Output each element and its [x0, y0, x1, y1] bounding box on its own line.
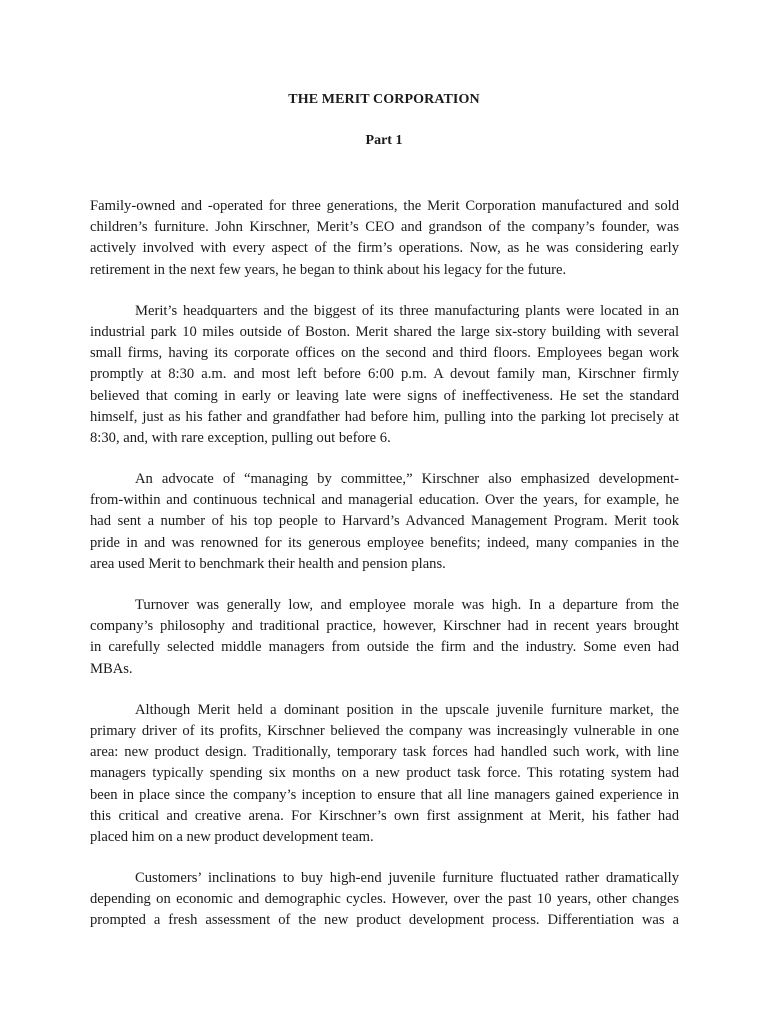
paragraph-line: this critical and creative arena. For Kirschner’s own first assignment at Merit, his father had: [90, 807, 679, 824]
paragraph: [90, 595, 679, 680]
paragraph: [90, 868, 679, 932]
paragraph-line: depending on economic and demographic cycles. However, over the past 10 years, other changes: [90, 891, 679, 908]
paragraph-line: Turnover was generally low, and employee morale was high. In a departure from the: [135, 597, 679, 613]
paragraph-line: area: new product design. Traditionally, temporary task forces had handled such work, with line: [90, 744, 679, 761]
paragraph-line: primary driver of its profits, Kirschner believed the company was increasingly vulnerable in one: [90, 722, 679, 739]
paragraph-line: actively involved with every aspect of the firm’s operations. Now, as he was considering early: [90, 240, 679, 257]
paragraph-line: Merit’s headquarters and the biggest of its three manufacturing plants were located in an: [135, 302, 679, 319]
paragraph-line: 8:30, and, with rare exception, pulling out before 6.: [90, 429, 391, 446]
document-title: THE MERIT CORPORATION: [288, 92, 480, 107]
paragraph-line: children’s furniture. John Kirschner, Merit’s CEO and grandson of the company’s founder, was: [90, 219, 679, 236]
paragraph-line: pride in and was renowned for its generous employee benefits; indeed, many companies in the: [90, 534, 679, 551]
paragraph-line: prompted a fresh assessment of the new product development process. Differentiation was a: [90, 912, 679, 929]
paragraph-line: small firms, having its corporate offices on the second and third floors. Employees began work: [90, 345, 679, 362]
paragraph-line: in carefully selected middle managers from outside the firm and the industry. Some even had: [90, 639, 679, 656]
paragraph-line: believed that coming in early or leaving late were signs of ineffectiveness. He set the standard: [90, 387, 679, 404]
paragraph-line: company’s philosophy and traditional practice, however, Kirschner had in recent years brought: [90, 618, 679, 635]
paragraph-line: promptly at 8:30 a.m. and most left before 6:00 p.m. A devout family man, Kirschner firmly: [90, 366, 679, 383]
paragraph-line: area used Merit to benchmark their health and pension plans.: [90, 555, 446, 572]
paragraph: [90, 469, 679, 575]
paragraph-line: industrial park 10 miles outside of Boston. Merit shared the large six-story building with several: [90, 323, 679, 340]
paragraph-line: placed him on a new product development team.: [90, 828, 374, 845]
paragraph-line: Family-owned and -operated for three generations, the Merit Corporation manufactured and sold: [90, 198, 679, 214]
part-heading: Part 1: [365, 133, 403, 148]
paragraph: [90, 301, 679, 449]
paragraph: [90, 700, 679, 848]
paragraph-line: MBAs.: [90, 660, 133, 677]
paragraph-line: managers typically spending six months on a new product task force. This rotating system had: [90, 765, 679, 782]
paragraph-line: Customers’ inclinations to buy high-end juvenile furniture fluctuated rather dramatically: [135, 870, 679, 887]
paragraph-line: had sent a number of his top people to Harvard’s Advanced Management Program. Merit took: [90, 513, 679, 530]
document-body: [90, 196, 679, 952]
paragraph-line: been in place since the company’s inception to ensure that all line managers gained experience in: [90, 786, 679, 803]
paragraph: [90, 196, 679, 281]
paragraph-line: retirement in the next few years, he began to think about his legacy for the future.: [90, 261, 567, 278]
paragraph-line: Although Merit held a dominant position in the upscale juvenile furniture market, the: [135, 701, 679, 718]
paragraph-line: himself, just as his father and grandfather had before him, pulling into the parking lot precisely at: [90, 408, 679, 425]
paragraph-line: An advocate of “managing by committee,” Kirschner also emphasized development-: [135, 471, 679, 488]
paragraph-line: from-within and continuous technical and managerial education. Over the years, for example, he: [90, 492, 679, 509]
